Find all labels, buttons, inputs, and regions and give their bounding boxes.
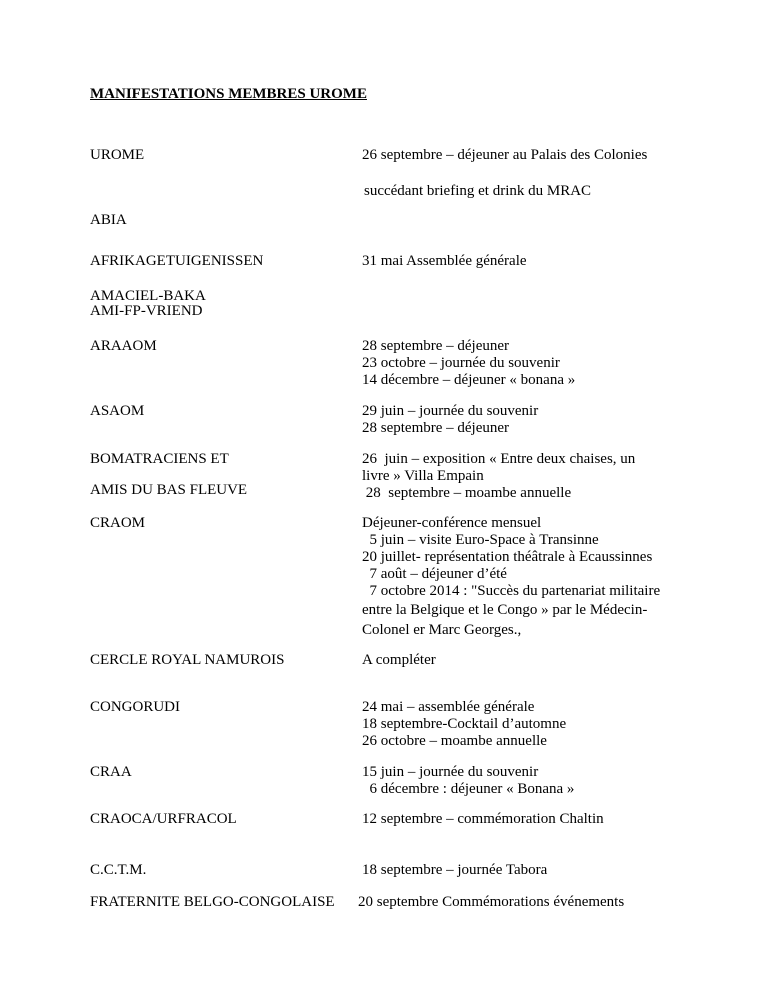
event-line: 20 septembre Commémorations événements: [358, 894, 625, 910]
event-list: [362, 338, 575, 389]
member-organisation: CONGORUDI: [90, 699, 180, 715]
event-list: [362, 451, 635, 485]
event-list: [362, 652, 436, 669]
member-organisation: AMI-FP-VRIEND: [90, 303, 203, 319]
member-organisation: AFRIKAGETUIGENISSEN: [90, 253, 264, 269]
event-line: 6 décembre : déjeuner « Bonana »: [362, 781, 575, 797]
event-line: 26 octobre – moambe annuelle: [362, 733, 547, 749]
event-line: 18 septembre-Cocktail d’automne: [362, 716, 567, 732]
member-organisation: C.C.T.M.: [90, 862, 147, 878]
member-organisation: BOMATRACIENS ET: [90, 451, 229, 467]
event-line: 5 juin – visite Euro-Space à Transinne: [362, 532, 599, 548]
member-organisation: CRAOCA/URFRACOL: [90, 811, 237, 827]
event-list: [362, 147, 647, 164]
event-line: 29 juin – journée du souvenir: [362, 403, 539, 419]
event-line: Colonel er Marc Georges.,: [362, 622, 522, 638]
event-line: 26 septembre – déjeuner au Palais des Colonies: [362, 147, 648, 163]
event-line: 15 juin – journée du souvenir: [362, 764, 539, 780]
event-line: 26 juin – exposition « Entre deux chaises, un: [362, 451, 636, 467]
event-line: 20 juillet- représentation théâtrale à Ecaussinnes: [362, 549, 653, 565]
event-list: [362, 403, 538, 437]
member-organisation: CRAOM: [90, 515, 146, 531]
event-line: 31 mai Assemblée générale: [362, 253, 527, 269]
member-organisation: ASAOM: [90, 403, 145, 419]
event-list: [362, 699, 566, 750]
event-list: [358, 894, 624, 911]
event-line: 7 août – déjeuner d’été: [362, 566, 507, 582]
event-line: succédant briefing et drink du MRAC: [364, 183, 592, 199]
member-organisation: AMACIEL-BAKA: [90, 288, 206, 304]
event-line: entre la Belgique et le Congo » par le Médecin-: [362, 602, 648, 618]
event-line: 28 septembre – déjeuner: [362, 420, 510, 436]
event-line: 14 décembre – déjeuner « bonana »: [362, 372, 576, 388]
event-list: [362, 764, 574, 798]
page-title: MANIFESTATIONS MEMBRES UROME: [90, 86, 367, 102]
event-list: [364, 183, 591, 200]
event-line: 12 septembre – commémoration Chaltin: [362, 811, 604, 827]
event-line: Déjeuner-conférence mensuel: [362, 515, 542, 531]
event-line: 28 septembre – moambe annuelle: [362, 485, 572, 501]
member-organisation: CRAA: [90, 764, 132, 780]
event-list: [362, 811, 604, 828]
event-list: [362, 485, 571, 502]
event-line: 24 mai – assemblée générale: [362, 699, 535, 715]
event-line: 7 octobre 2014 : "Succès du partenariat militaire: [362, 583, 661, 599]
member-organisation: UROME: [90, 147, 145, 163]
member-organisation: ABIA: [90, 212, 127, 228]
event-line: 18 septembre – journée Tabora: [362, 862, 548, 878]
event-list: [362, 253, 527, 270]
event-list: [362, 515, 660, 600]
member-organisation: FRATERNITE BELGO-CONGOLAISE: [90, 894, 335, 910]
member-organisation: ARAAOM: [90, 338, 157, 354]
event-list: [362, 862, 547, 879]
event-line: 28 septembre – déjeuner: [362, 338, 510, 354]
event-list: [362, 600, 647, 640]
member-organisation: AMIS DU BAS FLEUVE: [90, 482, 248, 498]
event-line: A compléter: [362, 652, 436, 668]
member-organisation: CERCLE ROYAL NAMUROIS: [90, 652, 285, 668]
event-line: livre » Villa Empain: [362, 468, 484, 484]
event-line: 23 octobre – journée du souvenir: [362, 355, 560, 371]
